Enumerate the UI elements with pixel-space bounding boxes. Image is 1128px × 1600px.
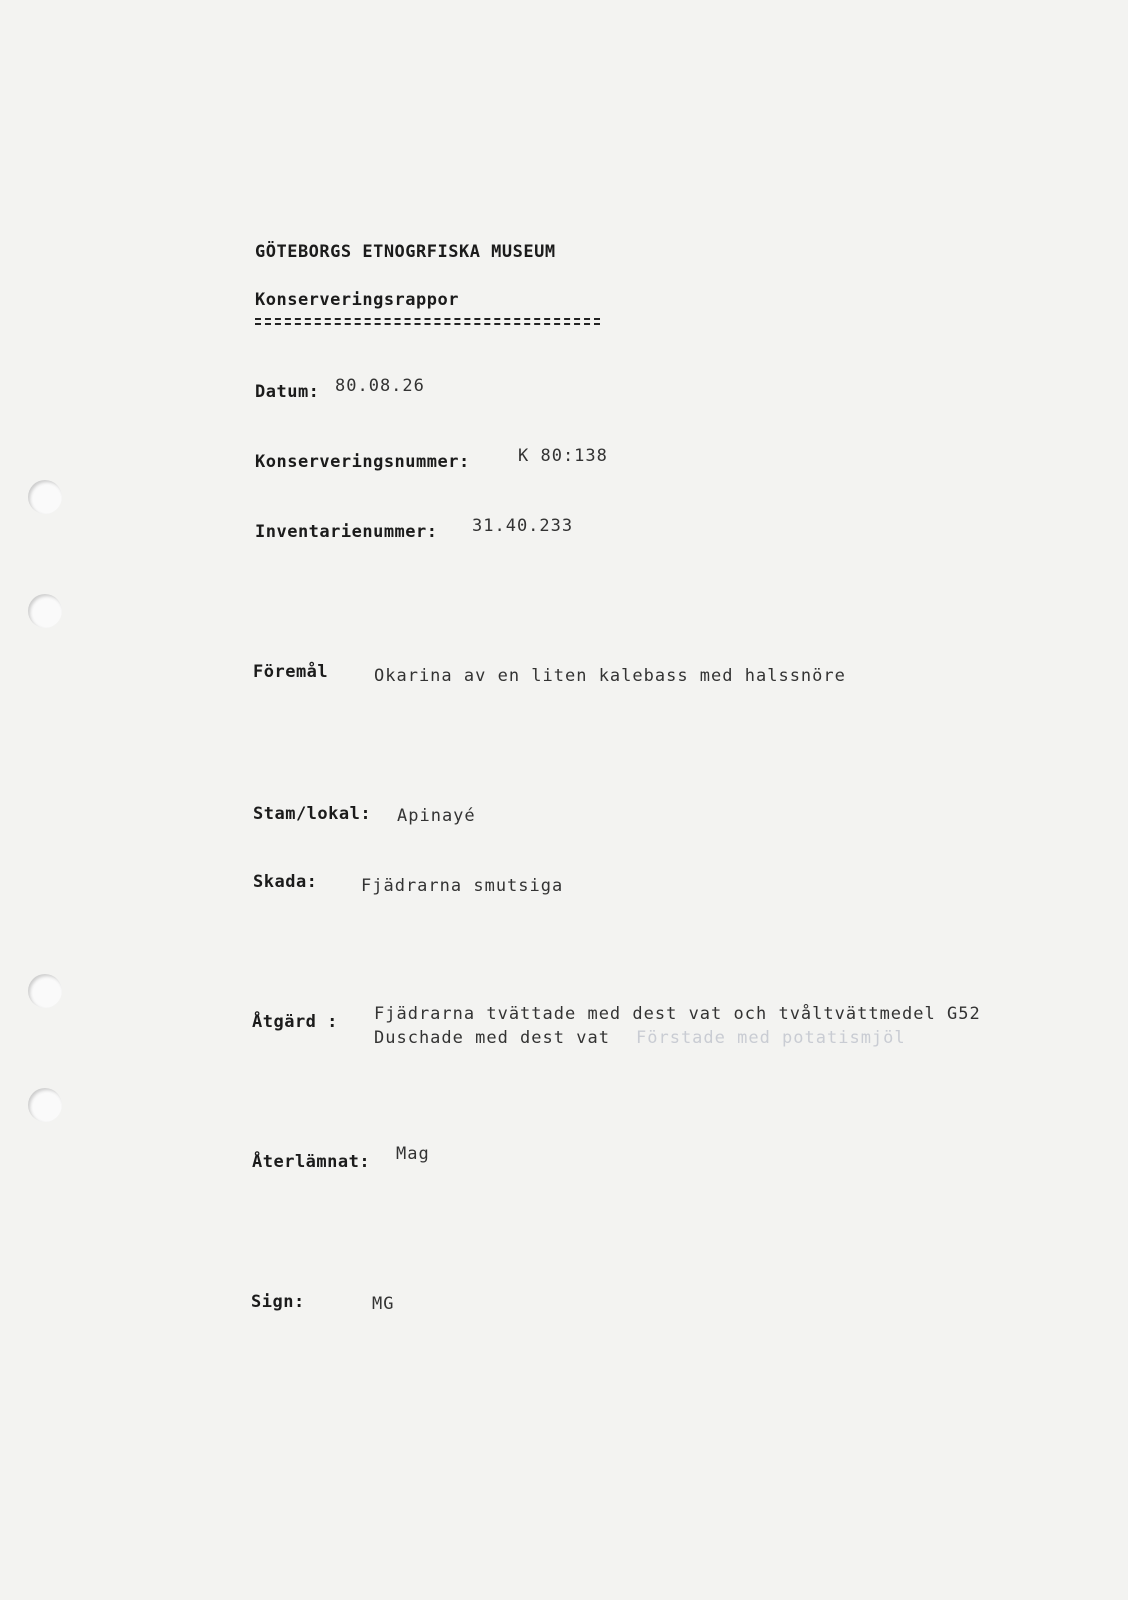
skada-value: Fjädrarna smutsiga	[361, 876, 564, 896]
stam-lokal-value: Apinayé	[397, 806, 476, 826]
sign-value: MG	[372, 1294, 395, 1314]
punch-hole	[28, 1088, 62, 1122]
skada-label: Skada:	[253, 872, 318, 892]
museum-name: GÖTEBORGS ETNOGRFISKA MUSEUM	[255, 242, 556, 262]
atgard-line-2-faint: Förstade med potatismjöl	[636, 1028, 906, 1048]
punch-hole	[28, 480, 62, 514]
inventarienummer-label: Inventarienummer:	[255, 522, 438, 542]
foremal-label: Föremål	[253, 662, 329, 682]
atgard-line-1: Fjädrarna tvättade med dest vat och tvåltvättmedel G52	[374, 1004, 981, 1024]
aterlamnat-value: Mag	[396, 1144, 430, 1164]
stam-lokal-label: Stam/lokal:	[253, 804, 372, 824]
title-underline	[255, 318, 600, 325]
inventarienummer-value: 31.40.233	[472, 516, 574, 536]
punch-hole	[28, 974, 62, 1008]
punch-hole	[28, 594, 62, 628]
datum-value: 80.08.26	[335, 376, 425, 396]
konserveringsnummer-value: K 80:138	[518, 446, 608, 466]
konserveringsnummer-label: Konserveringsnummer:	[255, 452, 470, 472]
report-title: Konserveringsrappor	[255, 290, 459, 310]
sign-label: Sign:	[251, 1292, 305, 1312]
datum-label: Datum:	[255, 382, 320, 402]
atgard-label: Åtgärd :	[252, 1012, 338, 1032]
foremal-value: Okarina av en liten kalebass med halssnöre	[374, 666, 846, 686]
aterlamnat-label: Återlämnat:	[252, 1152, 371, 1172]
atgard-line-2: Duschade med dest vat	[374, 1028, 610, 1048]
